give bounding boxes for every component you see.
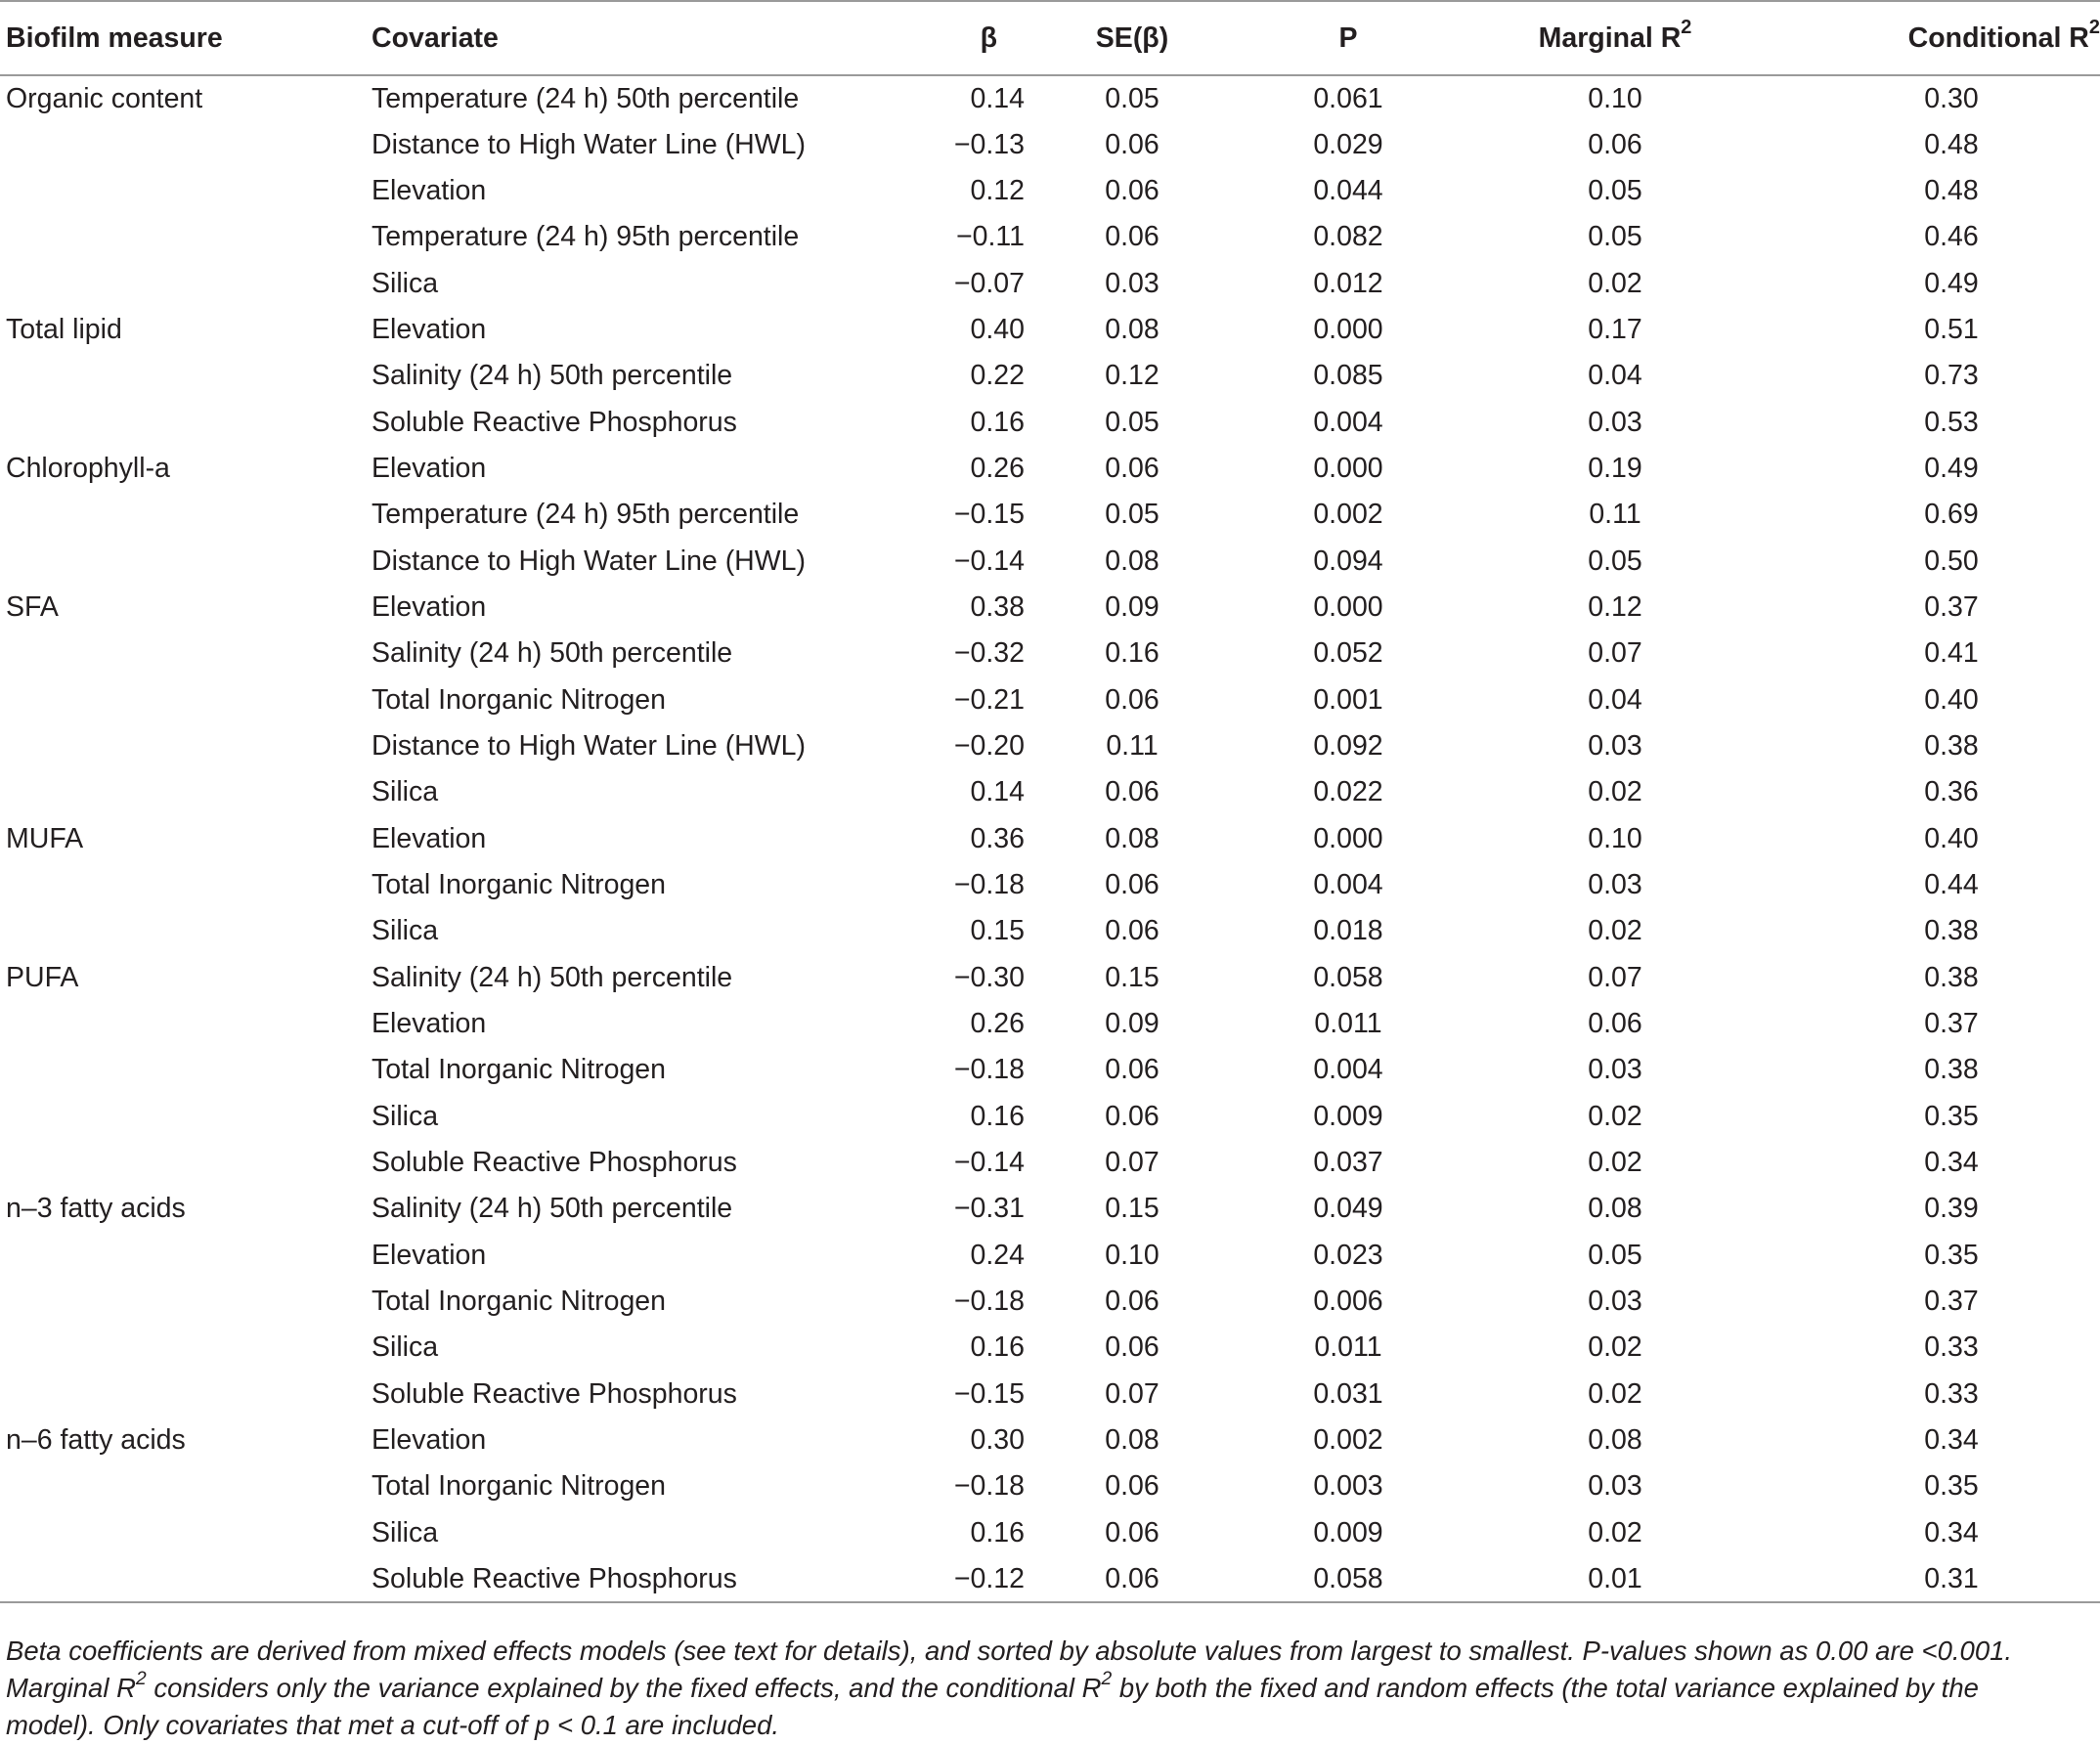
cell-biofilm-measure (0, 214, 372, 260)
cell-se-beta: 0.06 (1025, 1556, 1240, 1602)
cell-se-beta: 0.06 (1105, 1286, 1159, 1318)
cell-marginal-r2: 0.10 (1588, 82, 1642, 114)
table-row (0, 862, 2100, 908)
cell-p-value: 0.058 (1313, 961, 1383, 993)
cell-beta: 0.30 (970, 1424, 1025, 1457)
cell-covariate: Temperature (24 h) 95th percentile (372, 221, 800, 253)
cell-covariate: Soluble Reactive Phosphorus (372, 1556, 860, 1602)
cell-biofilm-measure (0, 1279, 372, 1325)
table-row (0, 769, 2100, 815)
table-row (0, 1094, 2100, 1140)
cell-se-beta: 0.07 (1105, 1147, 1159, 1179)
cell-covariate: Salinity (24 h) 50th percentile (372, 961, 733, 993)
header-marginal-r2-superscript: 2 (1681, 17, 1692, 39)
cell-covariate: Elevation (372, 1008, 487, 1040)
cell-marginal-r2: 0.02 (1588, 1516, 1642, 1549)
cell-se-beta: 0.08 (1105, 313, 1159, 345)
cell-p-value: 0.044 (1313, 174, 1383, 206)
table-row (0, 260, 2100, 306)
cell-beta: 0.14 (970, 82, 1025, 114)
cell-covariate: Total Inorganic Nitrogen (372, 1286, 667, 1318)
cell-covariate: Silica (372, 1331, 439, 1364)
cell-p-value: 0.094 (1313, 545, 1383, 577)
cell-p-value: 0.037 (1313, 1147, 1383, 1179)
cell-marginal-r2: 0.02 (1588, 1377, 1642, 1410)
cell-beta: −0.12 (860, 1556, 1025, 1602)
cell-biofilm-measure: PUFA (6, 961, 79, 993)
cell-se-beta: 0.16 (1105, 637, 1159, 670)
footnote-line-2-mid: considers only the variance explained by the fixed effects, and the conditional R (146, 1673, 1102, 1703)
cell-covariate: Silica (372, 776, 439, 808)
cell-marginal-r2: 0.11 (1589, 499, 1641, 531)
cell-se-beta: 0.06 (1105, 1470, 1159, 1503)
cell-p-value: 0.011 (1314, 1008, 1382, 1040)
cell-marginal-r2: 0.02 (1588, 1331, 1642, 1364)
cell-beta: −0.11 (956, 221, 1025, 253)
cell-biofilm-measure (0, 862, 372, 908)
cell-biofilm-measure: n–3 fatty acids (6, 1193, 186, 1225)
cell-marginal-r2: 0.03 (1588, 406, 1642, 438)
cell-beta: −0.18 (953, 869, 1025, 901)
cell-biofilm-measure: MUFA (6, 822, 84, 854)
cell-conditional-r2: 0.35 (1924, 1470, 1979, 1503)
cell-marginal-r2: 0.03 (1588, 1054, 1642, 1086)
cell-p-value: 0.058 (1240, 1556, 1457, 1602)
cell-beta: 0.15 (970, 915, 1025, 947)
cell-marginal-r2: 0.12 (1588, 590, 1642, 623)
cell-se-beta: 0.06 (1105, 128, 1159, 160)
cell-biofilm-measure (0, 353, 372, 399)
table-row (0, 585, 2100, 631)
cell-se-beta: 0.06 (1105, 776, 1159, 808)
cell-biofilm-measure (0, 769, 372, 815)
cell-conditional-r2: 0.38 (1924, 729, 1979, 762)
cell-biofilm-measure (0, 492, 372, 538)
cell-conditional-r2: 0.30 (1924, 82, 1979, 114)
header-beta: β (860, 1, 1025, 75)
table-row (0, 75, 2100, 121)
footnote-line-1: Beta coefficients are derived from mixed effects models (see text for details), and sorted by absolute values from largest to smallest. P-values shown as 0.00 are <0.001. (6, 1636, 2013, 1666)
header-marginal-r2 (1457, 1, 1773, 75)
cell-beta: −0.18 (953, 1054, 1025, 1086)
cell-covariate: Elevation (372, 452, 487, 484)
table-row (0, 492, 2100, 538)
table-row (0, 631, 2100, 676)
cell-covariate: Silica (372, 915, 439, 947)
cell-se-beta: 0.07 (1105, 1377, 1159, 1410)
cell-marginal-r2: 0.19 (1588, 452, 1642, 484)
cell-se-beta: 0.06 (1105, 221, 1159, 253)
cell-marginal-r2: 0.05 (1588, 545, 1642, 577)
cell-beta: 0.24 (970, 1239, 1025, 1271)
cell-covariate: Elevation (372, 313, 487, 345)
table-row (0, 1510, 2100, 1556)
header-biofilm-measure: Biofilm measure (0, 1, 372, 75)
cell-conditional-r2: 0.33 (1924, 1377, 1979, 1410)
table-row (0, 1186, 2100, 1232)
cell-biofilm-measure (0, 1001, 372, 1047)
cell-covariate: Distance to High Water Line (HWL) (372, 729, 807, 762)
cell-conditional-r2: 0.38 (1924, 961, 1979, 993)
cell-marginal-r2: 0.06 (1588, 128, 1642, 160)
cell-conditional-r2: 0.51 (1924, 313, 1979, 345)
cell-conditional-r2: 0.40 (1924, 822, 1979, 854)
cell-marginal-r2: 0.03 (1588, 1470, 1642, 1503)
table-row (0, 168, 2100, 214)
cell-covariate: Salinity (24 h) 50th percentile (372, 360, 733, 392)
cell-se-beta: 0.05 (1105, 82, 1159, 114)
cell-biofilm-measure: Organic content (6, 82, 203, 114)
cell-p-value: 0.004 (1313, 869, 1383, 901)
table-header-row (0, 1, 2100, 75)
cell-se-beta: 0.12 (1105, 360, 1159, 392)
cell-marginal-r2: 0.04 (1588, 360, 1642, 392)
cell-marginal-r2: 0.01 (1457, 1556, 1773, 1602)
cell-covariate: Elevation (372, 590, 487, 623)
cell-se-beta: 0.05 (1105, 499, 1159, 531)
cell-beta: −0.18 (953, 1286, 1025, 1318)
cell-p-value: 0.001 (1313, 683, 1383, 716)
cell-p-value: 0.000 (1313, 452, 1383, 484)
cell-marginal-r2: 0.02 (1588, 915, 1642, 947)
cell-beta: −0.07 (953, 267, 1025, 299)
footnote-line-2 (6, 1670, 2063, 1707)
cell-beta: 0.16 (970, 1516, 1025, 1549)
footnote-superscript-1: 2 (135, 1668, 147, 1689)
header-conditional-r2-label: Conditional R (1907, 22, 2089, 54)
cell-conditional-r2: 0.34 (1924, 1516, 1979, 1549)
table-row (0, 723, 2100, 769)
table-row (0, 307, 2100, 353)
cell-beta: 0.12 (970, 174, 1025, 206)
table-row (0, 1047, 2100, 1093)
cell-conditional-r2: 0.37 (1924, 1286, 1979, 1318)
cell-se-beta: 0.15 (1105, 1193, 1159, 1225)
cell-marginal-r2: 0.08 (1588, 1424, 1642, 1457)
cell-conditional-r2: 0.69 (1924, 499, 1979, 531)
cell-marginal-r2: 0.03 (1588, 1286, 1642, 1318)
cell-p-value: 0.000 (1313, 590, 1383, 623)
cell-beta: −0.31 (953, 1193, 1025, 1225)
cell-se-beta: 0.08 (1105, 822, 1159, 854)
cell-marginal-r2: 0.06 (1588, 1008, 1642, 1040)
cell-beta: −0.18 (953, 1470, 1025, 1503)
cell-marginal-r2: 0.02 (1588, 267, 1642, 299)
cell-conditional-r2: 0.38 (1924, 915, 1979, 947)
cell-marginal-r2: 0.02 (1588, 1147, 1642, 1179)
cell-biofilm-measure (0, 908, 372, 954)
cell-marginal-r2: 0.05 (1588, 174, 1642, 206)
cell-biofilm-measure (0, 676, 372, 722)
cell-beta: 0.14 (970, 776, 1025, 808)
cell-p-value: 0.009 (1313, 1100, 1383, 1132)
cell-covariate: Soluble Reactive Phosphorus (372, 1147, 737, 1179)
cell-beta: −0.15 (953, 499, 1025, 531)
cell-p-value: 0.006 (1313, 1286, 1383, 1318)
cell-beta: −0.32 (953, 637, 1025, 670)
cell-marginal-r2: 0.07 (1588, 637, 1642, 670)
cell-se-beta: 0.06 (1105, 1331, 1159, 1364)
cell-se-beta: 0.08 (1105, 1424, 1159, 1457)
footnote-line-2-end: by both the fixed and random effects (the total variance explained by the (1112, 1673, 1979, 1703)
cell-beta: 0.38 (970, 590, 1025, 623)
cell-beta: 0.26 (970, 1008, 1025, 1040)
cell-covariate: Temperature (24 h) 95th percentile (372, 499, 800, 531)
cell-conditional-r2: 0.31 (1773, 1556, 2100, 1602)
cell-marginal-r2: 0.08 (1588, 1193, 1642, 1225)
cell-biofilm-measure (0, 1556, 372, 1602)
cell-se-beta: 0.09 (1105, 1008, 1159, 1040)
table-row (0, 1372, 2100, 1418)
cell-p-value: 0.004 (1313, 406, 1383, 438)
cell-se-beta: 0.06 (1105, 683, 1159, 716)
table-row (0, 399, 2100, 445)
footnote-superscript-2: 2 (1101, 1668, 1113, 1689)
table-row (0, 214, 2100, 260)
cell-conditional-r2: 0.37 (1924, 590, 1979, 623)
cell-marginal-r2: 0.03 (1588, 729, 1642, 762)
cell-biofilm-measure: Total lipid (6, 313, 122, 345)
cell-p-value: 0.003 (1313, 1470, 1383, 1503)
cell-covariate: Salinity (24 h) 50th percentile (372, 1193, 733, 1225)
cell-se-beta: 0.06 (1105, 869, 1159, 901)
cell-conditional-r2: 0.41 (1924, 637, 1979, 670)
cell-biofilm-measure (0, 1510, 372, 1556)
cell-covariate: Total Inorganic Nitrogen (372, 869, 667, 901)
cell-covariate: Soluble Reactive Phosphorus (372, 1377, 737, 1410)
cell-covariate: Elevation (372, 822, 487, 854)
cell-p-value: 0.002 (1313, 499, 1383, 531)
cell-se-beta: 0.06 (1105, 1100, 1159, 1132)
cell-biofilm-measure: Chlorophyll-a (6, 452, 170, 484)
cell-p-value: 0.002 (1313, 1424, 1383, 1457)
cell-marginal-r2: 0.05 (1588, 221, 1642, 253)
table-row (0, 1279, 2100, 1325)
cell-se-beta: 0.15 (1105, 961, 1159, 993)
cell-biofilm-measure (0, 168, 372, 214)
cell-p-value: 0.023 (1313, 1239, 1383, 1271)
cell-biofilm-measure: SFA (6, 590, 59, 623)
cell-covariate: Salinity (24 h) 50th percentile (372, 637, 733, 670)
cell-conditional-r2: 0.46 (1924, 221, 1979, 253)
cell-covariate: Soluble Reactive Phosphorus (372, 406, 737, 438)
cell-marginal-r2: 0.07 (1588, 961, 1642, 993)
cell-covariate: Temperature (24 h) 50th percentile (372, 82, 800, 114)
cell-biofilm-measure (0, 1140, 372, 1186)
cell-conditional-r2: 0.49 (1924, 267, 1979, 299)
cell-beta: −0.21 (953, 683, 1025, 716)
cell-beta: −0.15 (953, 1377, 1025, 1410)
cell-conditional-r2: 0.37 (1924, 1008, 1979, 1040)
cell-se-beta: 0.06 (1105, 452, 1159, 484)
table-body (0, 75, 2100, 1602)
cell-covariate: Total Inorganic Nitrogen (372, 1470, 667, 1503)
cell-biofilm-measure (0, 260, 372, 306)
cell-conditional-r2: 0.73 (1924, 360, 1979, 392)
cell-p-value: 0.004 (1313, 1054, 1383, 1086)
cell-conditional-r2: 0.49 (1924, 452, 1979, 484)
cell-marginal-r2: 0.02 (1588, 1100, 1642, 1132)
cell-covariate: Silica (372, 1516, 439, 1549)
header-conditional-r2 (1773, 1, 2100, 75)
table-row (0, 538, 2100, 584)
cell-p-value: 0.000 (1313, 313, 1383, 345)
cell-se-beta: 0.06 (1105, 915, 1159, 947)
cell-beta: 0.40 (970, 313, 1025, 345)
table-row (0, 1418, 2100, 1463)
table-row (0, 446, 2100, 492)
cell-marginal-r2: 0.10 (1588, 822, 1642, 854)
footnote-marginal-label: Marginal R (6, 1673, 136, 1703)
cell-p-value: 0.018 (1313, 915, 1383, 947)
cell-biofilm-measure (0, 631, 372, 676)
cell-marginal-r2: 0.05 (1588, 1239, 1642, 1271)
cell-marginal-r2: 0.03 (1588, 869, 1642, 901)
cell-se-beta: 0.05 (1105, 406, 1159, 438)
cell-covariate: Elevation (372, 1424, 487, 1457)
cell-conditional-r2: 0.38 (1924, 1054, 1979, 1086)
cell-p-value: 0.082 (1313, 221, 1383, 253)
cell-conditional-r2: 0.35 (1924, 1239, 1979, 1271)
cell-conditional-r2: 0.34 (1924, 1424, 1979, 1457)
table-row (0, 1556, 2100, 1602)
cell-conditional-r2: 0.36 (1924, 776, 1979, 808)
header-se-beta: SE(β) (1025, 1, 1240, 75)
table-row (0, 353, 2100, 399)
cell-p-value: 0.031 (1313, 1377, 1383, 1410)
cell-covariate: Silica (372, 267, 439, 299)
cell-biofilm-measure (0, 1463, 372, 1509)
table-row (0, 1325, 2100, 1371)
cell-conditional-r2: 0.44 (1924, 869, 1979, 901)
cell-beta: 0.16 (970, 1331, 1025, 1364)
cell-conditional-r2: 0.40 (1924, 683, 1979, 716)
cell-p-value: 0.049 (1313, 1193, 1383, 1225)
cell-beta: 0.16 (970, 1100, 1025, 1132)
cell-biofilm-measure (0, 538, 372, 584)
cell-biofilm-measure (0, 399, 372, 445)
cell-beta: 0.22 (970, 360, 1025, 392)
cell-conditional-r2: 0.35 (1924, 1100, 1979, 1132)
table-row (0, 1463, 2100, 1509)
cell-biofilm-measure (0, 1047, 372, 1093)
cell-se-beta: 0.03 (1105, 267, 1159, 299)
cell-p-value: 0.000 (1313, 822, 1383, 854)
cell-se-beta: 0.06 (1105, 1054, 1159, 1086)
header-p: P (1240, 1, 1457, 75)
cell-conditional-r2: 0.48 (1924, 174, 1979, 206)
cell-se-beta: 0.09 (1105, 590, 1159, 623)
cell-biofilm-measure (0, 1372, 372, 1418)
cell-biofilm-measure (0, 121, 372, 167)
table-row (0, 1140, 2100, 1186)
table-row (0, 676, 2100, 722)
cell-beta: 0.26 (970, 452, 1025, 484)
cell-se-beta: 0.08 (1105, 545, 1159, 577)
cell-se-beta: 0.06 (1105, 1516, 1159, 1549)
cell-biofilm-measure (0, 1094, 372, 1140)
cell-covariate: Total Inorganic Nitrogen (372, 1054, 667, 1086)
table-row (0, 121, 2100, 167)
cell-p-value: 0.085 (1313, 360, 1383, 392)
cell-biofilm-measure: n–6 fatty acids (6, 1424, 186, 1457)
cell-covariate: Elevation (372, 1239, 487, 1271)
table-footnote (6, 1633, 2063, 1744)
cell-beta: −0.14 (953, 545, 1025, 577)
cell-p-value: 0.092 (1313, 729, 1383, 762)
cell-covariate: Total Inorganic Nitrogen (372, 683, 667, 716)
cell-conditional-r2: 0.39 (1924, 1193, 1979, 1225)
cell-beta: 0.16 (970, 406, 1025, 438)
cell-covariate: Elevation (372, 174, 487, 206)
table-row (0, 1001, 2100, 1047)
cell-biofilm-measure (0, 1325, 372, 1371)
cell-beta: −0.30 (953, 961, 1025, 993)
table-row (0, 908, 2100, 954)
header-covariate: Covariate (372, 1, 860, 75)
cell-p-value: 0.009 (1313, 1516, 1383, 1549)
header-conditional-r2-superscript: 2 (2088, 17, 2100, 39)
cell-marginal-r2: 0.02 (1588, 776, 1642, 808)
cell-covariate: Distance to High Water Line (HWL) (372, 545, 807, 577)
cell-conditional-r2: 0.53 (1924, 406, 1979, 438)
cell-marginal-r2: 0.04 (1588, 683, 1642, 716)
cell-p-value: 0.052 (1313, 637, 1383, 670)
cell-conditional-r2: 0.34 (1924, 1147, 1979, 1179)
cell-marginal-r2: 0.17 (1588, 313, 1642, 345)
cell-conditional-r2: 0.50 (1924, 545, 1979, 577)
cell-biofilm-measure (0, 1233, 372, 1279)
footnote-line-3: model). Only covariates that met a cut-off of p < 0.1 are included. (6, 1710, 780, 1740)
cell-beta: 0.36 (970, 822, 1025, 854)
cell-p-value: 0.022 (1313, 776, 1383, 808)
cell-p-value: 0.011 (1314, 1331, 1382, 1364)
cell-conditional-r2: 0.48 (1924, 128, 1979, 160)
cell-se-beta: 0.11 (1106, 729, 1159, 762)
cell-p-value: 0.061 (1313, 82, 1383, 114)
cell-biofilm-measure (0, 723, 372, 769)
table-row (0, 816, 2100, 862)
cell-se-beta: 0.06 (1105, 174, 1159, 206)
cell-beta: −0.13 (953, 128, 1025, 160)
cell-covariate: Silica (372, 1100, 439, 1132)
cell-beta: −0.20 (953, 729, 1025, 762)
cell-beta: −0.14 (953, 1147, 1025, 1179)
table-row (0, 955, 2100, 1001)
cell-se-beta: 0.10 (1105, 1239, 1159, 1271)
cell-conditional-r2: 0.33 (1924, 1331, 1979, 1364)
cell-p-value: 0.029 (1313, 128, 1383, 160)
table-row (0, 1233, 2100, 1279)
header-marginal-r2-label: Marginal R (1538, 22, 1682, 54)
cell-covariate: Distance to High Water Line (HWL) (372, 128, 807, 160)
cell-p-value: 0.012 (1313, 267, 1383, 299)
